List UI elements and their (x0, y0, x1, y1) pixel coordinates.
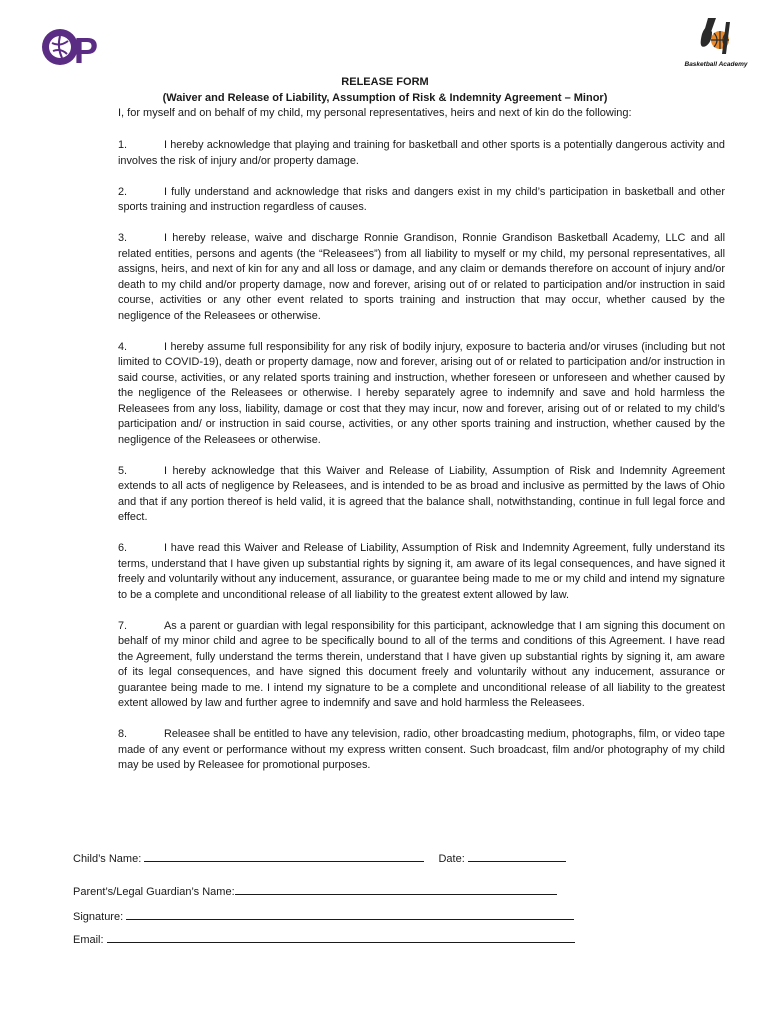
paragraph-8: 8. Releasee shall be entitled to have any television, radio, other broadcasting medium, photographs, film, or video tape made of any event or performance without my express written consent. Such broadcast, film and/or photography of my child may be used by Releasee for promotional purposes. (118, 728, 725, 771)
signature-row (73, 908, 574, 923)
form-subtitle: (Waiver and Release of Liability, Assumption of Risk & Indemnity Agreement – Minor) (162, 92, 608, 104)
guardian-name-label: Parent’s/Legal Guardian’s Name: (73, 886, 235, 898)
form-intro: I, for myself and on behalf of my child, my personal representatives, heirs and next of kin do the following: (118, 107, 632, 119)
signature-field[interactable] (126, 908, 574, 920)
paragraph-3: 3. I hereby release, waive and discharge Ronnie Grandison, Ronnie Grandison Basketball Academy, LLC and all related entities, persons and agents (the “Releasees”) from all liability to myself or my child, my personal representatives, all assigns, heirs, and next of kin for any and all loss or damage, and any claim or demands therefore on account of injury and/or death to my child and/or property damage, now and forever, arising out of or related to participation and/or instruction in said course, activities or any other event related to sports training and instruction that may occur, whether caused by the negligence of the Releasees or otherwise. (118, 232, 725, 322)
guardian-name-field[interactable] (235, 883, 557, 895)
child-name-row (73, 850, 566, 865)
basketball-icon (682, 14, 750, 60)
paragraph-7: 7. As a parent or guardian with legal responsibility for this participant, acknowledge that I am signing this document on behalf of my minor child and agree to be specifically bound to all of the terms and conditions of this Agreement. I have read the Agreement, fully understand the terms therein, understand that I have given up substantial rights by signing it, am aware of its legal consequences, and have signed this document freely and voluntarily without any inducement, assurance or guarantee being made to me. I intend my signature to be a complete and unconditional release of all liability to the greatest extent allowed by law and further agree to indemnify and save and hold harmless the Releasees. (118, 619, 725, 709)
paragraph-2: 2. I fully understand and acknowledge that risks and dangers exist in my child’s participation in basketball and other sports training and instruction regardless of causes. (118, 185, 725, 213)
agreement-paragraphs (118, 138, 725, 789)
child-name-label: Child’s Name: (73, 853, 142, 865)
op-logo (40, 26, 104, 68)
svg-text:P: P (74, 30, 99, 68)
email-row (73, 931, 575, 946)
email-field[interactable] (107, 931, 575, 943)
guardian-name-row (73, 883, 557, 898)
date-field[interactable] (468, 850, 566, 862)
paragraph-1: 1. I hereby acknowledge that playing and training for basketball and other sports is a potentially dangerous activity and involves the risk of injury and/or property damage. (118, 139, 725, 167)
email-label: Email: (73, 934, 104, 946)
child-name-field[interactable] (144, 850, 424, 862)
basketball-academy-logo (682, 14, 750, 70)
volleyball-icon (40, 26, 104, 68)
paragraph-6: 6. I have read this Waiver and Release of Liability, Assumption of Risk and Indemnity Agreement, fully understand its terms, understand that I have given up substantial rights by signing it, am aware of its legal consequences, and have signed it freely and voluntarily without any inducement, assurance, or guarantee being made to me or my child and intend my signature to be a complete and unconditional release of all liability to the greatest extent allowed by law. (118, 542, 725, 601)
paragraph-4: 4. I hereby assume full responsibility for any risk of bodily injury, exposure to bacteria and/or viruses (including but not limited to COVID-19), death or property damage, now and forever, arising out of or related to participation and/or instruction in said course, activities, or any related sports training and instruction, whether foreseen or unforeseen and whether caused by the negligence of the Releasees or otherwise. I hereby separately agree to indemnify and save and hold harmless the Releasees from any loss, liability, damage or cost that they may incur, now and forever, arising out of or related to my child’s participation and/ or instruction in said course, activities, or any other sports training and instruction, whether caused by the negligence of the Releasees or otherwise. (118, 340, 725, 446)
form-title: RELEASE FORM (341, 76, 429, 88)
paragraph-5: 5. I hereby acknowledge that this Waiver and Release of Liability, Assumption of Risk and Indemnity Agreement extends to all acts of negligence by Releasees, and is intended to be as broad and inclusive as permitted by the laws of Ohio and that if any portion thereof is held valid, it is agreed that the balance shall, notwithstanding, continue in full legal force and effect. (118, 464, 725, 523)
logo-caption: Basketball Academy (684, 61, 748, 68)
date-label: Date: (438, 853, 465, 865)
signature-label: Signature: (73, 911, 124, 923)
